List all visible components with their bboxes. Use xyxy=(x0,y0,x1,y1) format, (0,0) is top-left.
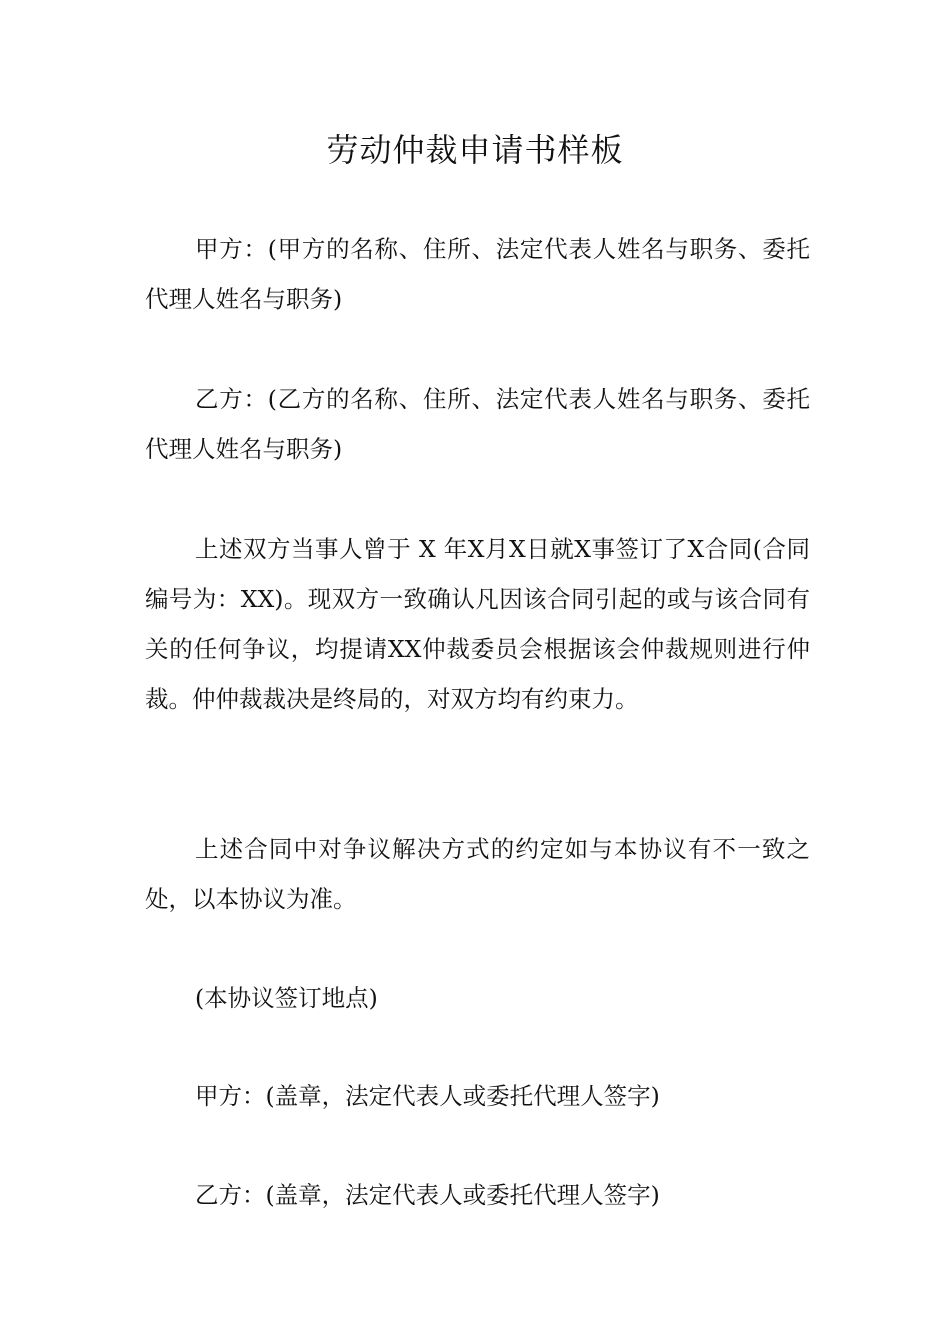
document-title: 劳动仲裁申请书样板 xyxy=(326,131,624,169)
party-b-signature: 乙方：(盖章，法定代表人或委托代理人签字) xyxy=(195,1181,660,1209)
party-a-signature: 甲方：(盖章，法定代表人或委托代理人签字) xyxy=(195,1082,660,1110)
precedence-clause: 上述合同中对争议解决方式的约定如与本协议有不一致之处，以本协议为准。 xyxy=(145,835,810,913)
party-b-info: 乙方：(乙方的名称、住所、法定代表人姓名与职务、委托代理人姓名与职务) xyxy=(145,385,810,463)
signing-location: (本协议签订地点) xyxy=(195,984,378,1012)
arbitration-clause: 上述双方当事人曾于 X 年X月X日就X事签订了X合同(合同编号为：XX)。现双方一致确认凡因该合同引起的或与该合同有关的任何争议，均提请XX仲裁委员会根据该会仲裁规则进行仲裁。仲仲裁裁决是终局的，对双方均有约束力。 xyxy=(145,535,810,713)
party-a-info: 甲方：(甲方的名称、住所、法定代表人姓名与职务、委托代理人姓名与职务) xyxy=(145,235,810,313)
